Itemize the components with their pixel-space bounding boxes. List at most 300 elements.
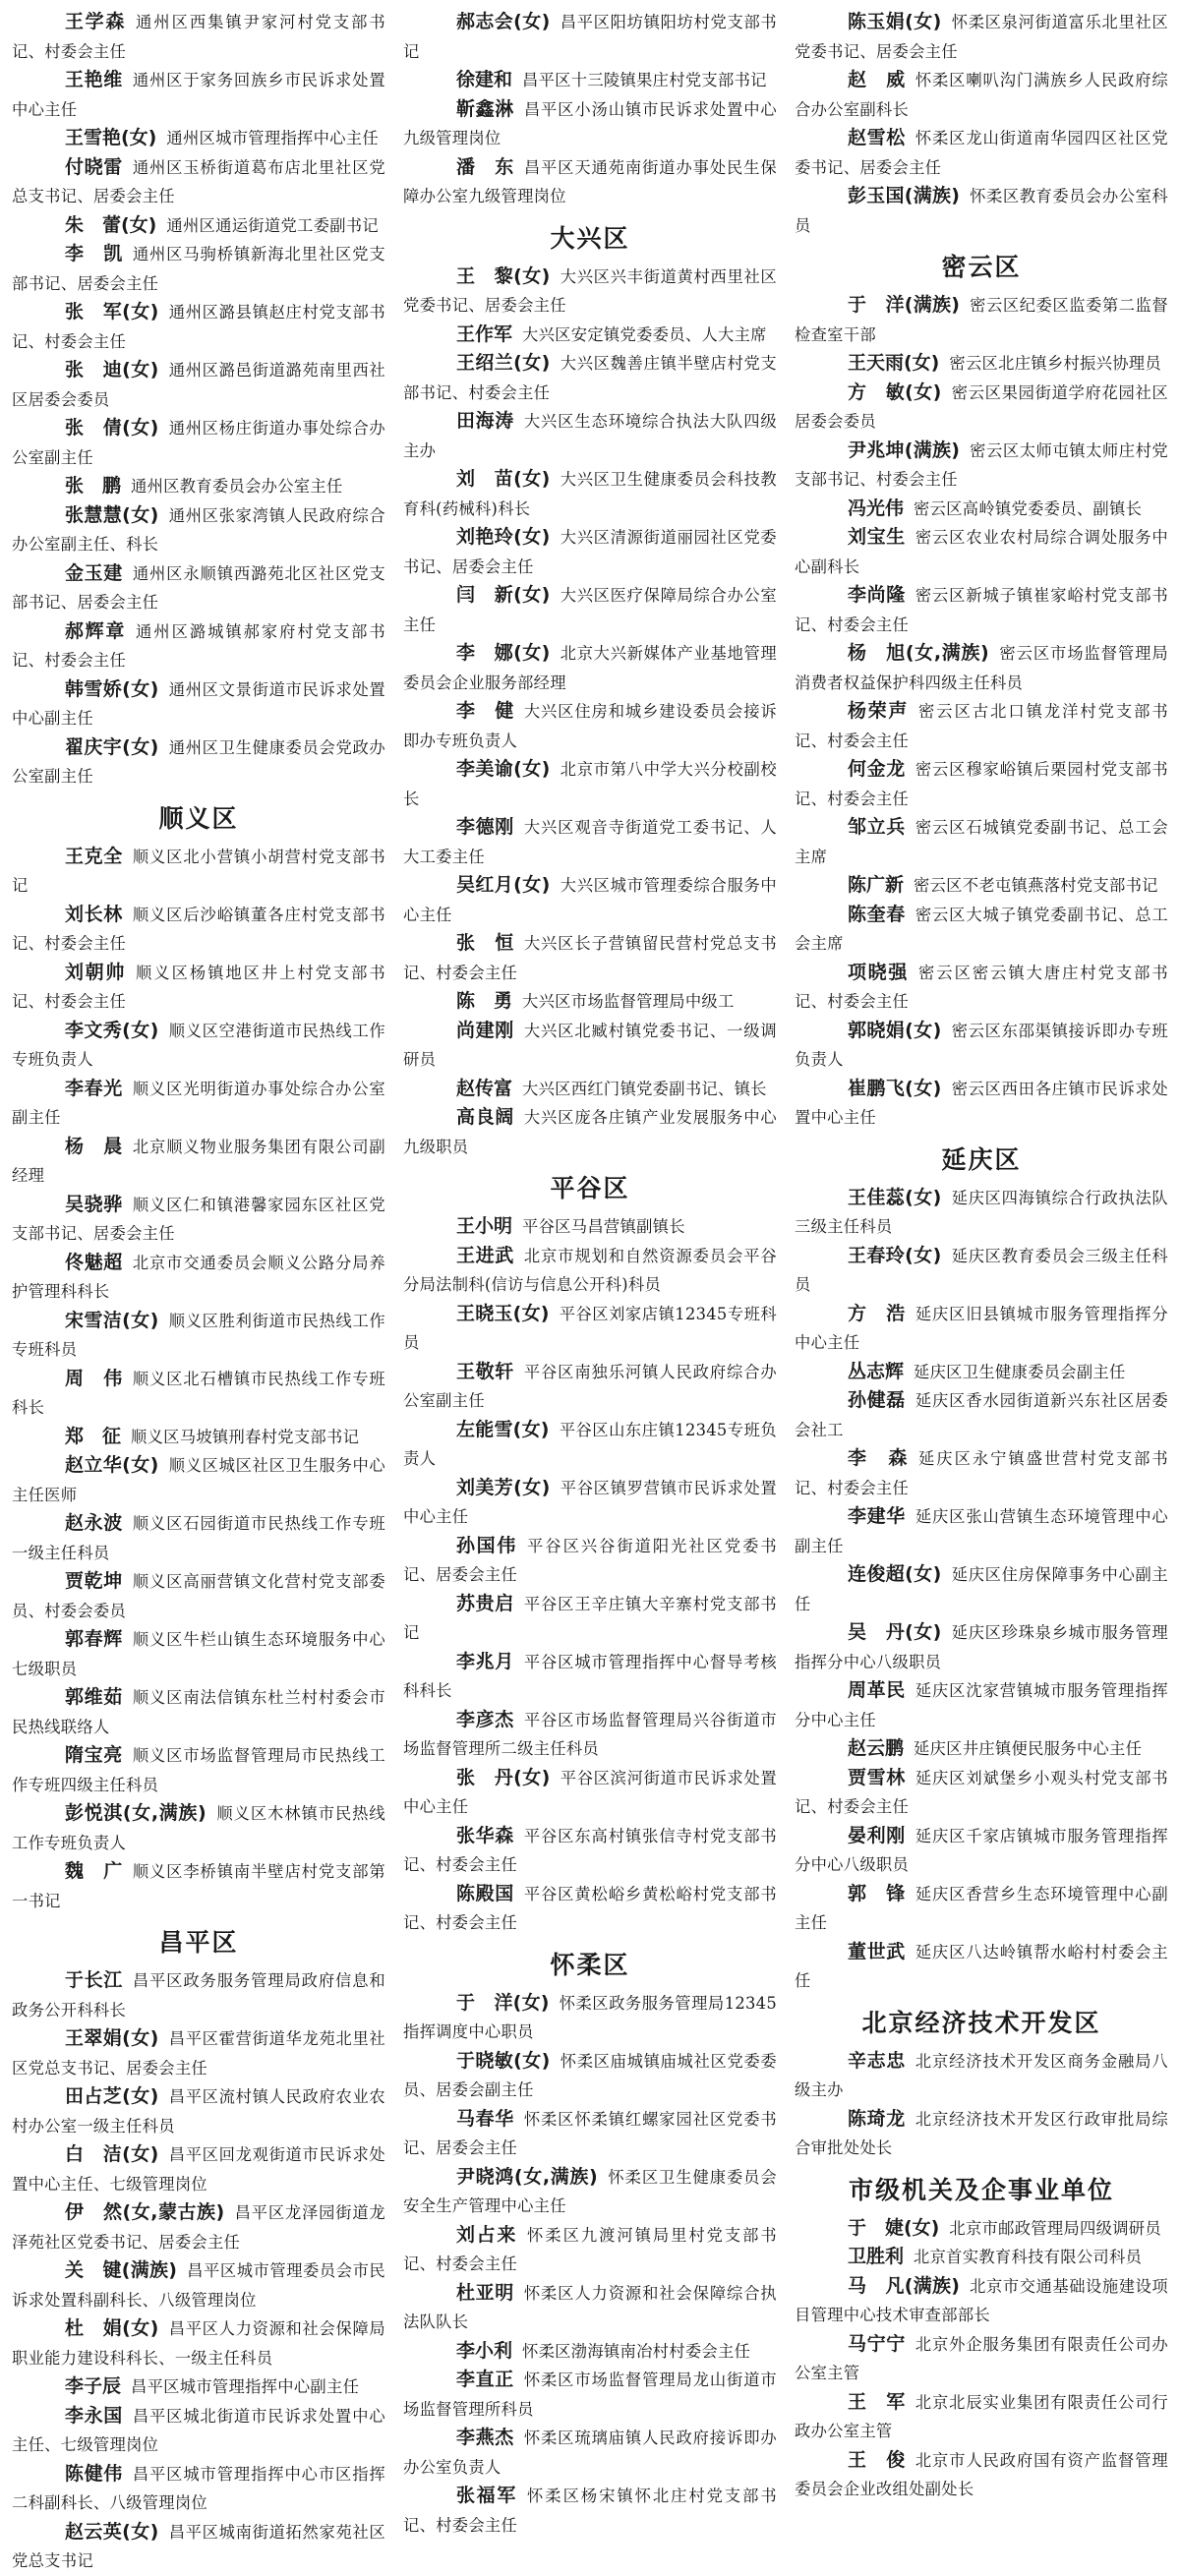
honoree-name: 于 洋(女) <box>456 1991 550 2014</box>
honoree-title: 密云区古北口镇龙洋村党支部书记、村委会主任 <box>795 702 1168 750</box>
honoree-title: 怀柔区九渡河镇局里村党支部书记、村委会主任 <box>403 2225 777 2273</box>
honoree-title: 怀柔区人力资源和社会保障综合执法队队长 <box>403 2283 777 2331</box>
honoree-title: 大兴区长子营镇留民营村党总支书记、村委会主任 <box>403 934 777 982</box>
honoree-name: 刘占来 <box>456 2223 518 2246</box>
honoree-title: 大兴区清源街道丽园社区党委书记、居委会主任 <box>403 528 778 576</box>
honoree-name: 王学森 <box>65 11 127 32</box>
honoree-entry <box>403 2279 777 2337</box>
honoree-title: 怀柔区庙城镇庙城社区党委委员、居委会副主任 <box>403 2051 778 2099</box>
honoree-entry <box>12 2314 385 2372</box>
honoree-title: 延庆区刘斌堡乡小观头村党支部书记、村委会主任 <box>795 1768 1168 1816</box>
honoree-title: 顺义区北小营镇小胡营村党支部书记 <box>12 847 385 895</box>
honoree-name: 尹兆坤(满族) <box>848 439 960 461</box>
honoree-entry <box>12 472 385 501</box>
honoree-name: 于 婕(女) <box>848 2216 940 2239</box>
honoree-title: 北京市交通基础设施建设项目管理中心技术审查部部长 <box>795 2276 1168 2324</box>
column-left <box>12 8 386 2570</box>
honoree-entry <box>795 1300 1168 1358</box>
honoree-title: 大兴区市场监督管理局中级工 <box>522 992 735 1011</box>
honoree-name: 陈 勇 <box>456 990 513 1012</box>
honoree-name: 王艳维 <box>65 69 123 90</box>
honoree-name: 赵立华(女) <box>65 1454 159 1476</box>
honoree-title: 昌平区小汤山镇市民诉求处置中心九级管理岗位 <box>403 99 777 147</box>
honoree-name: 李春光 <box>65 1077 123 1099</box>
section-title: 怀柔区 <box>550 1950 630 1979</box>
honoree-entry <box>795 1822 1168 1880</box>
honoree-name: 马春华 <box>456 2107 514 2130</box>
honoree-title: 延庆区四海镇综合行政执法队三级主任科员 <box>795 1188 1169 1236</box>
honoree-entry <box>12 153 385 211</box>
honoree-title: 北京经济技术开发区行政审批局综合审批处处长 <box>795 2109 1168 2157</box>
honoree-name: 靳鑫淋 <box>456 97 514 120</box>
honoree-entry <box>12 1799 385 1857</box>
honoree-name: 赵传富 <box>456 1077 513 1099</box>
honoree-entry <box>403 639 777 697</box>
honoree-title: 怀柔区龙山街道南华园四区社区党委书记、居委会主任 <box>795 129 1168 177</box>
honoree-title: 通州区杨庄街道办事处综合办公室副主任 <box>12 419 386 467</box>
honoree-entry <box>12 1249 385 1307</box>
honoree-entry <box>12 1857 385 1915</box>
honoree-name: 冯光伟 <box>848 497 905 519</box>
honoree-title: 平谷区市场监督管理局兴谷街道市场监督管理所二级主任科员 <box>403 1710 777 1758</box>
honoree-entry <box>12 733 385 791</box>
honoree-name: 王敬轩 <box>456 1360 514 1382</box>
honoree-name: 王晓玉(女) <box>456 1302 550 1324</box>
honoree-entry <box>12 959 385 1017</box>
honoree-entry <box>12 559 385 617</box>
honoree-title: 延庆区沈家营镇城市服务管理指挥分中心主任 <box>795 1681 1168 1729</box>
honoree-name: 杜 娟(女) <box>65 2317 159 2339</box>
honoree-title: 顺义区高丽营镇文化营村党支部委员、村委会委员 <box>12 1572 385 1620</box>
honoree-title: 平谷区王辛庄镇大辛寨村党支部书记 <box>403 1594 777 1642</box>
honoree-entry <box>12 1741 385 1799</box>
honoree-name: 李美谕(女) <box>456 758 551 780</box>
honoree-entry <box>795 1734 1168 1764</box>
honoree-entry <box>12 211 385 241</box>
honoree-entry <box>403 1590 777 1648</box>
honoree-title: 平谷区城市管理指挥中心督导考核科科长 <box>403 1652 777 1700</box>
honoree-entry <box>12 1191 385 1249</box>
honoree-name: 孙健磊 <box>848 1389 906 1411</box>
honoree-title: 延庆区香水园街道新兴东社区居委会社工 <box>795 1391 1168 1439</box>
honoree-entry <box>12 414 385 472</box>
honoree-entry <box>795 871 1168 901</box>
honoree-name: 张慧慧(女) <box>65 503 159 526</box>
honoree-title: 平谷区东高村镇张信寺村党支部书记、村委会主任 <box>403 1826 777 1874</box>
honoree-name: 佟魅超 <box>65 1251 123 1273</box>
honoree-entry <box>12 1017 385 1075</box>
honoree-title: 平谷区刘家店镇12345专班科员 <box>403 1304 777 1352</box>
honoree-title: 通州区西集镇尹家河村党支部书记、村委会主任 <box>12 13 385 61</box>
honoree-title: 大兴区观音寺街道党工委书记、人大工委主任 <box>403 818 777 866</box>
honoree-entry <box>403 813 777 871</box>
honoree-title: 延庆区教育委员会三级主任科员 <box>795 1246 1169 1294</box>
honoree-name: 陈玉娟(女) <box>848 11 942 32</box>
honoree-entry <box>12 675 385 733</box>
honoree-entry <box>403 95 777 153</box>
honoree-title: 怀柔区泉河街道富乐北里社区党委书记、居委会主任 <box>795 13 1169 61</box>
honoree-title: 怀柔区政务服务管理局12345指挥调度中心职员 <box>403 1993 777 2041</box>
honoree-entry <box>795 291 1168 349</box>
honoree-entry <box>403 321 777 350</box>
honoree-title: 北京市规划和自然资源委员会平谷分局法制科(信访与信息公开科)科员 <box>403 1246 777 1294</box>
honoree-title: 通州区潞城镇郝家府村党支部书记、村委会主任 <box>12 621 385 670</box>
honoree-name: 于长江 <box>65 1969 123 1991</box>
honoree-name: 赵永波 <box>65 1512 123 1534</box>
honoree-title: 昌平区回龙观街道市民诉求处置中心主任、七级管理岗位 <box>12 2145 386 2194</box>
honoree-name: 张 倩(女) <box>65 417 159 439</box>
honoree-title: 通州区潞邑街道潞苑南里西社区居委会委员 <box>12 361 386 409</box>
honoree-name: 朱 蕾(女) <box>65 213 157 236</box>
honoree-name: 连俊超(女) <box>848 1563 942 1585</box>
honoree-entry <box>403 2163 777 2221</box>
honoree-title: 昌平区城市管理指挥中心副主任 <box>131 2377 360 2396</box>
honoree-name: 王 俊 <box>848 2448 906 2471</box>
honoree-title: 通州区文景街道市民诉求处置中心副主任 <box>12 679 386 728</box>
honoree-title: 通州区永顺镇西潞苑北区社区党支部书记、居委会主任 <box>12 563 385 612</box>
honoree-entry <box>795 1386 1168 1444</box>
honoree-title: 平谷区山东庄镇12345专班负责人 <box>403 1420 777 1468</box>
honoree-entry <box>795 437 1168 495</box>
honoree-name: 徐建和 <box>456 69 513 90</box>
honoree-name: 王天雨(女) <box>848 352 940 374</box>
honoree-entry <box>12 1133 385 1191</box>
honoree-title: 大兴区庞各庄镇产业发展服务中心九级职员 <box>403 1108 777 1156</box>
honoree-entry <box>795 1502 1168 1560</box>
honoree-title: 北京首实教育科技有限公司科员 <box>914 2248 1143 2266</box>
honoree-name: 马 凡(满族) <box>848 2274 960 2297</box>
honoree-name: 高良阔 <box>456 1106 514 1128</box>
honoree-title: 顺义区光明街道办事处综合办公室副主任 <box>12 1079 385 1127</box>
honoree-entry <box>795 2388 1168 2446</box>
honoree-entry <box>795 2105 1168 2163</box>
honoree-name: 王作军 <box>456 322 513 345</box>
honoree-title: 昌平区龙泽园街道龙泽苑社区党委书记、居委会主任 <box>12 2203 385 2252</box>
honoree-title: 昌平区城南街道拓然家苑社区党总支书记 <box>12 2522 386 2570</box>
honoree-title: 密云区新城子镇崔家峪村党支部书记、村委会主任 <box>795 586 1168 634</box>
honoree-entry <box>403 871 777 929</box>
honoree-title: 顺义区石园街道市民热线工作专班一级主任科员 <box>12 1514 385 1562</box>
honoree-entry <box>12 1567 385 1625</box>
honoree-title: 通州区潞县镇赵庄村党支部书记、村委会主任 <box>12 303 386 351</box>
honoree-name: 刘艳玲(女) <box>456 526 551 548</box>
honoree-name: 李德刚 <box>456 816 514 838</box>
honoree-entry <box>12 501 385 559</box>
honoree-name: 辛志忠 <box>848 2049 906 2072</box>
honoree-entry <box>403 1648 777 1706</box>
honoree-name: 李 凯 <box>65 243 123 264</box>
honoree-entry <box>12 66 385 124</box>
honoree-name: 项晓强 <box>848 961 910 983</box>
honoree-entry <box>12 1509 385 1567</box>
honoree-title: 通州区于家务回族乡市民诉求处置中心主任 <box>12 71 385 119</box>
honoree-name: 白 洁(女) <box>65 2143 159 2165</box>
honoree-title: 平谷区兴谷街道阳光社区党委书记、居委会主任 <box>403 1536 777 1584</box>
section-title: 顺义区 <box>158 803 239 833</box>
honoree-name: 孙国伟 <box>456 1534 518 1556</box>
column-middle <box>403 8 778 2535</box>
honoree-title: 北京北辰实业集团有限责任公司行政办公室主管 <box>795 2392 1168 2440</box>
honoree-entry <box>795 1618 1168 1676</box>
honoree-entry <box>403 1706 777 1764</box>
honoree-entry <box>12 240 385 298</box>
honoree-entry <box>403 1017 777 1075</box>
honoree-title: 密云区石城镇党委副书记、总工会主席 <box>795 818 1168 866</box>
honoree-entry <box>403 1822 777 1880</box>
honoree-entry <box>403 2424 777 2482</box>
honoree-entry <box>12 2140 385 2198</box>
honoree-title: 通州区教育委员会办公室主任 <box>131 477 343 496</box>
honoree-title: 北京顺义物业服务集团有限公司副经理 <box>12 1137 385 1185</box>
honoree-name: 董世武 <box>848 1940 906 1962</box>
honoree-entry <box>12 2198 385 2256</box>
honoree-title: 顺义区胜利街道市民热线工作专班科员 <box>12 1311 386 1359</box>
honoree-entry <box>795 1880 1168 1938</box>
honoree-entry <box>795 959 1168 1017</box>
column-right <box>795 8 1169 2498</box>
honoree-title: 密云区果园街道学府花园社区居委会委员 <box>795 382 1169 431</box>
honoree-entry <box>795 1075 1168 1133</box>
honoree-title: 通州区玉桥街道葛布店北里社区党总支书记、居委会主任 <box>12 157 385 205</box>
honoree-name: 潘 东 <box>456 155 514 178</box>
honoree-name: 王佳蕊(女) <box>848 1186 942 1208</box>
honoree-entry <box>795 581 1168 639</box>
honoree-name: 周革民 <box>848 1679 906 1701</box>
honoree-name: 伊 然(女,蒙古族) <box>65 2201 225 2223</box>
honoree-entry <box>403 987 777 1017</box>
honoree-name: 邹立兵 <box>848 816 906 838</box>
honoree-title: 通州区城市管理指挥中心主任 <box>166 129 379 147</box>
honoree-title: 怀柔区杨宋镇怀北庄村党支部书记、村委会主任 <box>403 2487 777 2535</box>
honoree-title: 延庆区八达岭镇帮水峪村村委会主任 <box>795 1942 1168 1990</box>
honoree-title: 昌平区天通苑南街道办事处民生保障办公室九级管理岗位 <box>403 157 777 205</box>
honoree-title: 顺义区杨镇地区井上村党支部书记、村委会主任 <box>12 963 385 1011</box>
honoree-title: 密云区北庄镇乡村振兴协理员 <box>949 354 1161 373</box>
honoree-name: 王进武 <box>456 1244 514 1266</box>
honoree-title: 平谷区镇罗营镇市民诉求处置中心主任 <box>403 1478 778 1526</box>
honoree-title: 大兴区卫生健康委员会科技教育科(药械科)科长 <box>403 470 778 518</box>
honoree-name: 于 洋(满族) <box>848 294 960 316</box>
honoree-entry <box>795 1444 1168 1502</box>
honoree-entry <box>795 1017 1168 1075</box>
honoree-name: 尹晓鸿(女,满族) <box>456 2165 598 2188</box>
honoree-name: 吴骁骅 <box>65 1193 123 1215</box>
honoree-title: 延庆区住房保障事务中心副主任 <box>795 1565 1169 1613</box>
honoree-title: 通州区马驹桥镇新海北里社区党支部书记、居委会主任 <box>12 245 385 293</box>
honoree-entry <box>403 66 777 95</box>
honoree-name: 王绍兰(女) <box>456 352 551 374</box>
honoree-entry <box>12 298 385 356</box>
honoree-name: 李文秀(女) <box>65 1019 159 1041</box>
honoree-entry <box>403 465 777 523</box>
section-title: 昌平区 <box>158 1928 239 1957</box>
honoree-name: 张华森 <box>456 1824 514 1846</box>
honoree-title: 昌平区霍营街道华龙苑北里社区党总支书记、居委会主任 <box>12 2029 386 2078</box>
honoree-entry <box>403 1358 777 1416</box>
honoree-entry <box>795 1676 1168 1734</box>
honoree-entry <box>795 66 1168 124</box>
honoree-name: 杜亚明 <box>456 2281 514 2304</box>
honoree-entry <box>403 1416 777 1474</box>
honoree-name: 李彦杰 <box>456 1708 514 1730</box>
honoree-name: 李尚隆 <box>848 584 906 606</box>
honoree-entry <box>12 2460 385 2518</box>
honoree-entry <box>795 523 1168 581</box>
honoree-name: 陈广新 <box>848 874 905 896</box>
honoree-name: 张 丹(女) <box>456 1766 551 1788</box>
honoree-title: 延庆区永宁镇盛世营村党支部书记、村委会主任 <box>795 1449 1168 1497</box>
honoree-entry <box>12 901 385 959</box>
honoree-name: 张 恒 <box>456 932 514 954</box>
honoree-title: 北京市人民政府国有资产监督管理委员会企业改组处副处长 <box>795 2450 1168 2498</box>
honoree-name: 吴 丹(女) <box>848 1621 942 1643</box>
honoree-title: 大兴区北臧村镇党委书记、一级调研员 <box>403 1021 777 1069</box>
honoree-entry <box>403 1880 777 1938</box>
honoree-entry <box>795 1764 1168 1822</box>
honoree-name: 赵雪松 <box>848 127 906 148</box>
honoree-name: 杨荣声 <box>848 700 910 722</box>
section-title: 延庆区 <box>941 1144 1022 1174</box>
honoree-name: 魏 广 <box>65 1860 123 1882</box>
honoree-entry <box>12 1683 385 1741</box>
honoree-entry <box>12 1307 385 1365</box>
honoree-name: 关 键(满族) <box>65 2259 177 2281</box>
honoree-name: 刘美芳(女) <box>456 1476 551 1498</box>
honoree-name: 吴红月(女) <box>456 874 551 896</box>
honoree-title: 密云区太师屯镇太师庄村党支部书记、村委会主任 <box>795 440 1168 489</box>
honoree-entry <box>12 8 385 66</box>
honoree-title: 延庆区珍珠泉乡城市服务管理指挥分中心八级职员 <box>795 1623 1169 1671</box>
honoree-title: 延庆区香营乡生态环境管理中心副主任 <box>795 1884 1168 1932</box>
honoree-name: 张福军 <box>456 2485 518 2506</box>
honoree-title: 顺义区木林镇市民热线工作专班负责人 <box>12 1804 385 1852</box>
honoree-title: 延庆区旧县镇城市服务管理指挥分中心主任 <box>795 1304 1168 1352</box>
honoree-entry <box>403 1764 777 1822</box>
honoree-entry <box>403 1103 777 1161</box>
honoree-name: 金玉建 <box>65 561 123 584</box>
honoree-name: 王克全 <box>65 845 123 867</box>
honoree-title: 延庆区卫生健康委员会副主任 <box>914 1362 1126 1381</box>
honoree-title: 大兴区兴丰街道黄村西里社区党委书记、居委会主任 <box>403 266 778 315</box>
honoree-name: 王翠娟(女) <box>65 2027 159 2049</box>
honoree-name: 李 娜(女) <box>456 642 551 664</box>
honoree-name: 方 敏(女) <box>848 381 942 403</box>
honoree-title: 昌平区城市管理委员会市民诉求处置科副科长、八级管理岗位 <box>12 2261 385 2310</box>
honoree-name: 杨 晨 <box>65 1135 123 1157</box>
honoree-name: 刘朝帅 <box>65 961 127 983</box>
honoree-name: 刘长林 <box>65 903 123 925</box>
honoree-entry <box>403 1474 777 1532</box>
honoree-title: 密云区市场监督管理局消费者权益保护科四级主任科员 <box>795 644 1168 692</box>
honoree-name: 李永国 <box>65 2404 123 2427</box>
honoree-name: 周 伟 <box>65 1367 123 1389</box>
honoree-entry <box>12 2024 385 2082</box>
honoree-title: 延庆区千家店镇城市服务管理指挥分中心八级职员 <box>795 1826 1168 1874</box>
honoree-entry <box>12 124 385 153</box>
honoree-entry <box>12 2518 385 2576</box>
honoree-name: 张 军(女) <box>65 301 159 322</box>
honoree-title: 顺义区北石槽镇市民热线工作专班科长 <box>12 1369 385 1417</box>
honoree-name: 马宁宁 <box>848 2332 906 2355</box>
honoree-title: 顺义区仁和镇港馨家园东区社区党支部书记、居委会主任 <box>12 1195 385 1243</box>
honoree-entry <box>403 1242 777 1300</box>
honoree-name: 王 黎(女) <box>456 264 551 287</box>
honoree-entry <box>403 1075 777 1104</box>
honoree-title: 顺义区空港街道市民热线工作专班负责人 <box>12 1021 386 1069</box>
honoree-entry <box>403 929 777 987</box>
honoree-title: 怀柔区市场监督管理局龙山街道市场监督管理所科员 <box>403 2371 777 2419</box>
honoree-name: 何金龙 <box>848 758 906 780</box>
honoree-title: 顺义区后沙峪镇董各庄村党支部书记、村委会主任 <box>12 905 385 953</box>
honoree-title: 密云区西田各庄镇市民诉求处置中心主任 <box>795 1079 1169 1127</box>
honoree-title: 大兴区魏善庄镇半壁店村党支部书记、村委会主任 <box>403 354 778 402</box>
honoree-entry <box>403 523 777 581</box>
honoree-title: 密云区高岭镇党委委员、副镇长 <box>914 498 1143 518</box>
honoree-title: 北京外企服务集团有限责任公司办公室主管 <box>795 2334 1168 2382</box>
honoree-entry <box>795 2047 1168 2105</box>
honoree-name: 陈琦龙 <box>848 2107 906 2130</box>
honoree-entry <box>12 1075 385 1133</box>
honoree-name: 隋宝亮 <box>65 1744 123 1766</box>
honoree-entry <box>12 1423 385 1452</box>
honoree-name: 王小明 <box>456 1215 513 1237</box>
honoree-entry <box>795 1242 1168 1300</box>
honoree-name: 张 迪(女) <box>65 359 159 381</box>
honoree-title: 北京市第八中学大兴分校副校长 <box>403 760 778 808</box>
honoree-name: 陈奎春 <box>848 903 906 925</box>
honoree-name: 闫 新(女) <box>456 584 551 606</box>
honoree-name: 田海涛 <box>456 410 514 432</box>
honoree-entry <box>12 2256 385 2314</box>
honoree-entry <box>12 1625 385 1683</box>
honoree-title: 密云区东邵渠镇接诉即办专班负责人 <box>795 1021 1169 1069</box>
honoree-name: 张 鹏 <box>65 475 122 497</box>
honoree-entry <box>12 1451 385 1509</box>
honoree-title: 平谷区马昌营镇副镇长 <box>522 1217 685 1236</box>
honoree-name: 郭晓娟(女) <box>848 1019 942 1041</box>
honoree-entry <box>795 1938 1168 1996</box>
honoree-entry <box>795 379 1168 437</box>
honoree-name: 尚建刚 <box>456 1019 514 1041</box>
honoree-name: 王春玲(女) <box>848 1244 942 1266</box>
honoree-title: 密云区不老屯镇燕落村党支部书记 <box>914 876 1158 895</box>
honoree-entry <box>403 697 777 755</box>
honoree-entry <box>403 755 777 813</box>
honoree-name: 陈健伟 <box>65 2462 123 2485</box>
honoree-title: 密云区密云镇大唐庄村党支部书记、村委会主任 <box>795 963 1168 1011</box>
honoree-title: 昌平区政务服务管理局政府信息和政务公开科科长 <box>12 1971 385 2020</box>
honoree-entry <box>795 2214 1168 2244</box>
honoree-title: 密云区大城子镇党委副书记、总工会主席 <box>795 905 1168 953</box>
honoree-entry <box>795 2243 1168 2272</box>
honoree-name: 彭玉国(满族) <box>848 185 960 206</box>
section-title: 大兴区 <box>550 223 630 253</box>
honoree-entry <box>795 2446 1168 2504</box>
honoree-name: 李兆月 <box>456 1650 514 1672</box>
honoree-title: 大兴区医疗保障局综合办公室主任 <box>403 586 778 634</box>
honoree-entry <box>403 349 777 407</box>
honoree-name: 郑 征 <box>65 1425 122 1447</box>
honoree-title: 怀柔区教育委员会办公室科员 <box>795 187 1168 235</box>
honoree-entry <box>403 2366 777 2424</box>
honoree-entry <box>12 2402 385 2460</box>
honoree-name: 赵 威 <box>848 69 906 90</box>
honoree-title: 顺义区市场监督管理局市民热线工作专班四级主任科员 <box>12 1746 385 1794</box>
honoree-entry <box>795 639 1168 697</box>
honoree-entry <box>403 2482 777 2540</box>
honoree-name: 李燕杰 <box>456 2427 514 2448</box>
honoree-entry <box>12 617 385 675</box>
